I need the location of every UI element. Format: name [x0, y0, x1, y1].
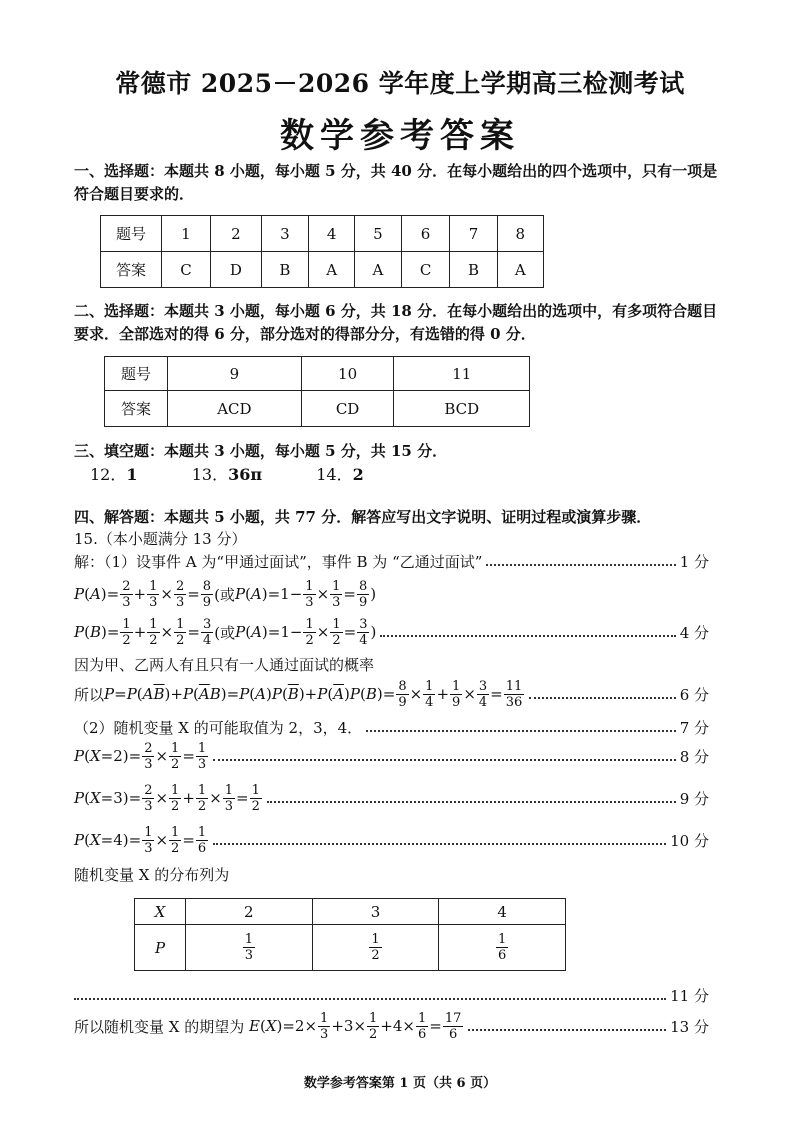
solution-line-11 — [74, 984, 709, 1006]
p-value: $\frac{1}{3}$ — [186, 925, 313, 971]
score-mark: 13 分 — [670, 1017, 709, 1036]
page-footer: 数学参考答案第 1 页（共 6 页） — [303, 1076, 497, 1091]
row-label: X — [135, 899, 186, 925]
leader-dots — [213, 843, 666, 845]
answer-cell: A — [497, 252, 543, 288]
document-title: 数学参考答案 — [280, 116, 520, 156]
score-mark: 11 分 — [670, 986, 709, 1005]
number-row — [101, 216, 544, 252]
row-label: 题号 — [101, 216, 162, 252]
section-4-heading: 四、解答题：本题共 5 小题，共 77 分．解答应写出文字说明、证明过程或演算步骤． — [74, 508, 652, 526]
question-number: 2 — [210, 216, 261, 252]
score-mark: 1 分 — [679, 552, 709, 571]
fill-in-answers — [90, 462, 364, 485]
leader-dots — [380, 635, 675, 637]
solution-line-3 — [74, 614, 709, 650]
answer-cell: CD — [301, 391, 394, 427]
score-mark: 10 分 — [670, 831, 709, 850]
question-number: 11 — [394, 357, 530, 391]
answer-value: 36π — [228, 465, 263, 484]
x-row — [135, 899, 566, 925]
solution-line-7 — [74, 738, 709, 774]
question-number: 4 — [308, 216, 354, 252]
solution-text: 解：（1）设事件 A 为“甲通过面试”，事件 B 为 “乙通过面试” — [74, 552, 483, 571]
solution-line-2 — [74, 576, 709, 612]
question-number: 6 — [401, 216, 450, 252]
leader-dots — [267, 801, 676, 803]
leader-dots — [468, 1029, 666, 1031]
section-3-heading: 三、填空题：本题共 3 小题，每小题 5 分，共 15 分． — [74, 442, 448, 460]
x-value: 3 — [312, 899, 439, 925]
question-number: 10 — [301, 357, 394, 391]
solution-line-12 — [74, 1008, 709, 1044]
formula-pb: P ( B )= $\frac{1}{2}$ + $\frac{1}{2}$ × $\frac{1}{2}$ = $\frac{3}{4}$ (或 P ( A )=1− $\frac{1}{2}$ × $\frac{1}{2}$ = $\frac{3}{4}$ ) — [74, 616, 377, 648]
answer-number: 13． — [191, 465, 229, 484]
solution-text: （2）随机变量 X 的可能取值为 2，3，4． — [74, 718, 363, 737]
question-number: 8 — [497, 216, 543, 252]
formula-pa: P ( A )= $\frac{2}{3}$ + $\frac{1}{3}$ × $\frac{2}{3}$ = $\frac{8}{9}$ (或 P ( A )=1− $\frac{1}{3}$ × $\frac{1}{3}$ = $\frac{8}{9}$ ) — [74, 578, 377, 610]
formula-px2: P ( X =2)= $\frac{2}{3}$ × $\frac{1}{2}$ = $\frac{1}{3}$ — [74, 740, 207, 772]
row-label: 答案 — [101, 252, 162, 288]
question-number: 5 — [355, 216, 401, 252]
question-15-title: 15.（本小题满分 13 分） — [74, 530, 247, 548]
p-value: $\frac{1}{2}$ — [312, 925, 439, 971]
answer-cell: C — [401, 252, 450, 288]
section-1-heading: 一、选择题：本题共 8 小题，每小题 5 分，共 40 分．在每小题给出的四个选项中，只有一项是符合题目要求的． — [74, 162, 718, 203]
answer-cell: B — [261, 252, 308, 288]
answer-cell: BCD — [394, 391, 530, 427]
leader-dots — [213, 759, 676, 761]
score-mark: 9 分 — [679, 789, 709, 808]
answer-cell: ACD — [168, 391, 302, 427]
question-number: 7 — [450, 216, 497, 252]
score-mark: 7 分 — [679, 718, 709, 737]
section-2-answer-table — [104, 356, 530, 427]
solution-line-1 — [74, 550, 709, 572]
formula-p-exactly-one: 所以 P = P ( A $\overline{B}$ )+ P ( $\overline{A}$ B )= P ( A ) P ( $\overline{B}$ )+ P ( $\overline{A}$ ) P ( B )= $\frac{8}{9}$ × $\frac{1}{4}$ + $\frac{1}{9}$ × $\frac{3}{4}$ = $\frac{11}{36}$ — [74, 678, 523, 710]
answer-number: 12． — [90, 465, 127, 484]
answer-row — [101, 252, 544, 288]
question-number: 1 — [162, 216, 211, 252]
answer-value: 1 — [126, 465, 138, 484]
score-mark: 4 分 — [679, 623, 709, 642]
exam-title: 常德市 2025－2026 学年度上学期高三检测考试 — [115, 69, 685, 98]
answer-value: 2 — [352, 465, 364, 484]
p-row — [135, 925, 566, 971]
x-value: 2 — [186, 899, 313, 925]
formula-expectation: 所以随机变量 X 的期望为 E ( X )=2× $\frac{1}{3}$ +3× $\frac{1}{2}$ +4× $\frac{1}{6}$ = $\frac{17}{6}$ — [74, 1010, 462, 1042]
answer-cell: B — [450, 252, 497, 288]
section-2-heading: 二、选择题：本题共 3 小题，每小题 6 分，共 18 分．在每小题给出的选项中，有多项符合题目要求．全部选对的得 6 分，部分选对的得部分分，有选错的得 0 分． — [74, 302, 718, 343]
question-number: 3 — [261, 216, 308, 252]
leader-dots — [366, 730, 676, 732]
section-1-answer-table — [100, 215, 544, 288]
row-label: 题号 — [105, 357, 168, 391]
question-number: 9 — [168, 357, 302, 391]
score-mark: 6 分 — [679, 685, 709, 704]
answer-cell: A — [308, 252, 354, 288]
leader-dots — [486, 564, 675, 566]
score-mark: 8 分 — [679, 747, 709, 766]
solution-line-10: 随机变量 X 的分布列为 — [74, 866, 230, 884]
answer-cell: D — [210, 252, 261, 288]
answer-row — [105, 391, 530, 427]
solution-line-6 — [74, 716, 709, 738]
solution-line-4: 因为甲、乙两人有且只有一人通过面试的概率 — [74, 656, 375, 674]
formula-px4: P ( X =4)= $\frac{1}{3}$ × $\frac{1}{2}$ = $\frac{1}{6}$ — [74, 824, 207, 856]
x-value: 4 — [439, 899, 566, 925]
formula-px3: P ( X =3)= $\frac{2}{3}$ × $\frac{1}{2}$ + $\frac{1}{2}$ × $\frac{1}{3}$ = $\frac{1}{2}$ — [74, 782, 260, 814]
number-row — [105, 357, 530, 391]
p-value: $\frac{1}{6}$ — [439, 925, 566, 971]
answer-cell: C — [162, 252, 211, 288]
leader-dots — [74, 998, 666, 1000]
distribution-table — [134, 898, 566, 971]
answer-number: 14． — [316, 465, 353, 484]
row-label: 答案 — [105, 391, 168, 427]
solution-line-9 — [74, 822, 709, 858]
row-label: P — [135, 925, 186, 971]
leader-dots — [529, 697, 675, 699]
solution-line-5 — [74, 676, 709, 712]
answer-cell: A — [355, 252, 401, 288]
solution-line-8 — [74, 780, 709, 816]
